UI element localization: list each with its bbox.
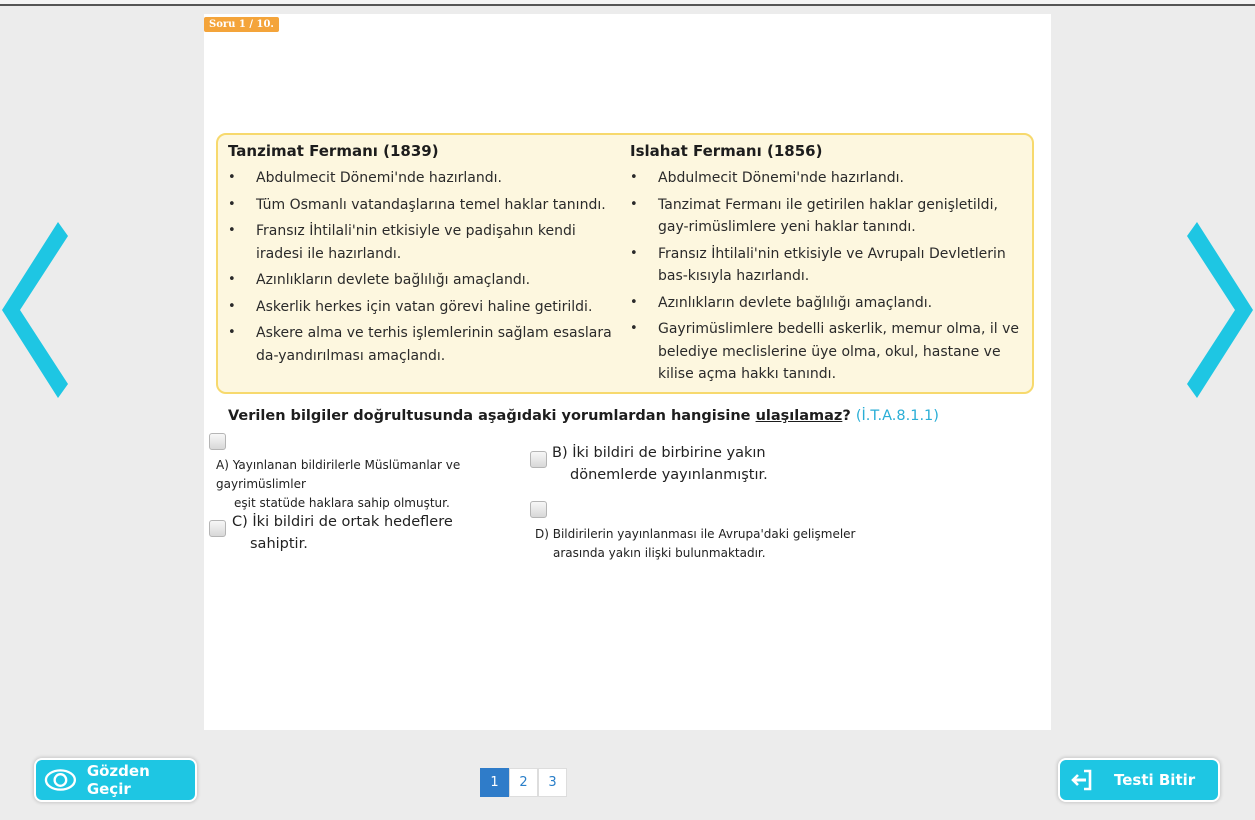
question-text [228,408,939,424]
page-3-button[interactable]: 3 [538,768,567,797]
previous-question-arrow-icon[interactable] [2,222,68,398]
list-item: • Azınlıkların devlete bağlılığı amaçlandı. [630,292,1020,315]
islahat-list [630,167,1020,386]
page-1-button[interactable]: 1 [480,768,509,797]
list-item: • Askerlik herkes için vatan görevi haline getirildi. [228,296,618,319]
tanzimat-list [228,167,618,367]
finish-test-button[interactable] [1060,760,1218,800]
option-a-line2: eşit statüde haklara sahip olmuştur. [234,496,450,510]
eye-icon [44,767,77,793]
option-d-checkbox[interactable] [530,501,547,518]
option-b-line2: dönemlerde yayınlanmıştır. [570,467,768,483]
tanzimat-title: Tanzimat Fermanı (1839) [228,142,439,160]
pagination [480,768,567,797]
option-d[interactable] [535,525,895,563]
exit-icon [1070,769,1092,791]
option-b-checkbox[interactable] [530,451,547,468]
list-item: • Fransız İhtilali'nin etkisiyle ve Avrupalı Devletlerin bas-kısıyla hazırlandı. [630,243,1020,288]
option-a[interactable] [216,456,536,513]
option-b[interactable] [552,442,852,486]
tanzimat-column [228,139,618,367]
finish-test-label: Testi Bitir [1114,771,1196,789]
list-item: • Abdulmecit Dönemi'nde hazırlandı. [228,167,618,190]
option-d-line2: arasında yakın ilişki bulunmaktadır. [553,546,766,560]
list-item: • Fransız İhtilali'nin etkisiyle ve padişahın kendi iradesi ile hazırlandı. [228,220,618,265]
question-mark: ? [842,408,851,424]
review-button-label: Gözden Geçir [86,762,150,798]
option-b-line1: B) İki bildiri de birbirine yakın [552,445,766,461]
option-a-line1: A) Yayınlanan bildirilerle Müslümanlar ve gayrimüslimler [216,458,461,491]
islahat-title: Islahat Fermanı (1856) [630,142,823,160]
list-item: • Gayrimüslimlere bedelli askerlik, memur olma, il ve belediye meclislerine üye olma, okul, hastane ve kilise açma hakkı tanındı. [630,318,1020,386]
option-a-checkbox[interactable] [209,433,226,450]
top-toolbar-strip [0,0,1255,6]
question-number-badge: Soru 1 / 10. [204,17,279,32]
list-item: • Tüm Osmanlı vatandaşlarına temel haklar tanındı. [228,194,618,217]
list-item: • Tanzimat Fermanı ile getirilen haklar genişletildi, gay-rimüslimlere yeni haklar tanındı. [630,194,1020,239]
question-stem: Verilen bilgiler doğrultusunda aşağıdaki yorumlardan hangisine [228,408,751,424]
list-item: • Askere alma ve terhis işlemlerinin sağlam esaslara da-yandırılması amaçlandı. [228,322,618,367]
option-d-line1: D) Bildirilerin yayınlanması ile Avrupa'daki gelişmeler [535,527,856,541]
option-c-line1: C) İki bildiri de ortak hedeflere [232,514,453,530]
outcome-code: (İ.T.A.8.1.1) [855,408,939,424]
page-2-button[interactable]: 2 [509,768,538,797]
islahat-column [630,139,1020,386]
comparison-info-box [216,133,1034,394]
option-c[interactable] [232,511,532,555]
review-button[interactable] [36,760,195,800]
list-item: • Azınlıkların devlete bağlılığı amaçlandı. [228,269,618,292]
list-item: • Abdulmecit Dönemi'nde hazırlandı. [630,167,1020,190]
next-question-arrow-icon[interactable] [1187,222,1253,398]
option-c-line2: sahiptir. [250,536,308,552]
option-c-checkbox[interactable] [209,520,226,537]
question-emphasis: ulaşılamaz [755,408,843,424]
